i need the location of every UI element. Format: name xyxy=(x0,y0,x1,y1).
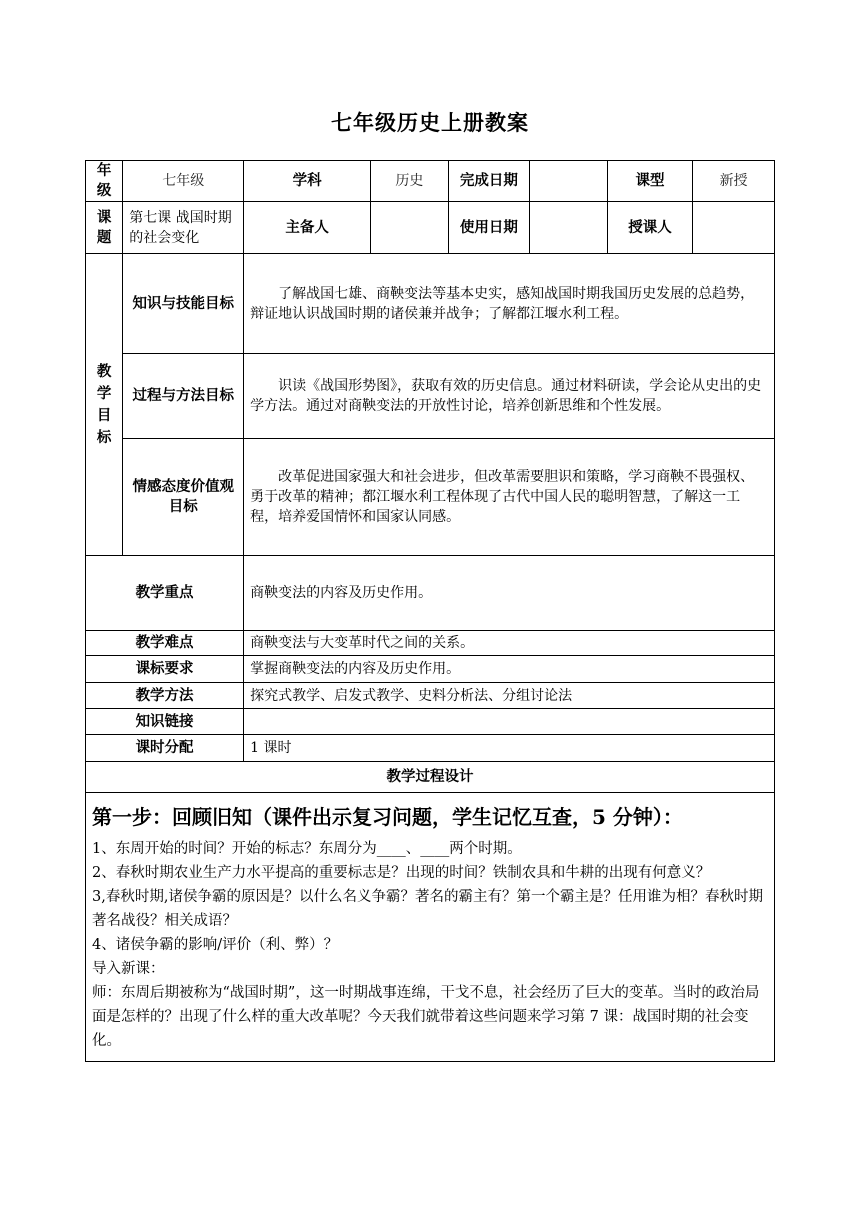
objective-row-knowledge xyxy=(86,254,775,354)
teacher-value xyxy=(693,202,775,254)
key-points-label: 教学重点 xyxy=(86,556,244,631)
use-date-label: 使用日期 xyxy=(448,202,530,254)
header-row-1 xyxy=(86,161,775,202)
completion-date-label: 完成日期 xyxy=(448,161,530,202)
objective-label-values: 情感态度价值观目标 xyxy=(123,439,244,556)
preparer-value xyxy=(371,202,449,254)
subject-label: 学科 xyxy=(244,161,371,202)
step1-heading: 第一步：回顾旧知（课件出示复习问题，学生记忆互查，5 分钟）： xyxy=(92,805,683,829)
process-title-row xyxy=(86,762,775,793)
process-title: 教学过程设计 xyxy=(86,762,775,793)
lesson-type-label: 课型 xyxy=(607,161,693,202)
standards-label: 课标要求 xyxy=(86,656,244,683)
info-row-knowledge-links xyxy=(86,709,775,735)
info-row-period-allocation xyxy=(86,735,775,762)
subject-value: 历史 xyxy=(371,161,449,202)
grade-label: 年级 xyxy=(86,161,123,202)
info-row-standards xyxy=(86,656,775,683)
period-allocation-label: 课时分配 xyxy=(86,735,244,762)
objective-label-process: 过程与方法目标 xyxy=(123,354,244,439)
teacher-label: 授课人 xyxy=(607,202,693,254)
step1-line: 导入新课： xyxy=(92,961,165,977)
use-date-value xyxy=(530,202,608,254)
lesson-plan-table xyxy=(85,160,775,1062)
topic-label: 课题 xyxy=(86,202,123,254)
objective-row-process xyxy=(86,354,775,439)
preparer-label: 主备人 xyxy=(244,202,371,254)
objective-text-values: 改革促进国家强大和社会进步，但改革需要胆识和策略，学习商鞅不畏强权、勇于改革的精神；都江堰水利工程体现了古代中国人民的聪明智慧，了解这一工程，培养爱国情怀和国家认同感。 xyxy=(244,439,775,556)
objective-label-knowledge: 知识与技能目标 xyxy=(123,254,244,354)
grade-value: 七年级 xyxy=(123,161,244,202)
knowledge-links-label: 知识链接 xyxy=(86,709,244,735)
difficulties-value: 商鞅变法与大变革时代之间的关系。 xyxy=(244,631,775,656)
difficulties-label: 教学难点 xyxy=(86,631,244,656)
topic-value: 第七课 战国时期的社会变化 xyxy=(123,202,244,254)
step1-line: 3,春秋时期,诸侯争霸的原因是？以什么名义争霸？著名的霸主有？第一个霸主是？任用谁为相？春秋时期著名战役？相关成语？ xyxy=(92,889,763,929)
step1-line: 2、春秋时期农业生产力水平提高的重要标志是？出现的时间？铁制农具和牛耕的出现有何意义？ xyxy=(92,865,711,881)
objective-row-values xyxy=(86,439,775,556)
step1-content xyxy=(86,793,775,1062)
objective-text-process: 识读《战国形势图》，获取有效的历史信息。通过材料研读，学会论从史出的史学方法。通过对商鞅变法的开放性讨论，培养创新思维和个性发展。 xyxy=(244,354,775,439)
key-points-value: 商鞅变法的内容及历史作用。 xyxy=(244,556,775,631)
standards-value: 掌握商鞅变法的内容及历史作用。 xyxy=(244,656,775,683)
objectives-group-label: 教 学 目 标 xyxy=(86,254,123,556)
info-row-difficulties xyxy=(86,631,775,656)
step1-line: 师：东周后期被称为“战国时期”，这一时期战事连绵，干戈不息，社会经历了巨大的变革。当时的政治局面是怎样的？出现了什么样的重大改革呢？今天我们就带着这些问题来学习第 7 课：战国时期的社会变化。 xyxy=(92,985,760,1049)
header-row-2 xyxy=(86,202,775,254)
info-row-methods xyxy=(86,683,775,709)
methods-label: 教学方法 xyxy=(86,683,244,709)
info-row-key-points xyxy=(86,556,775,631)
document-title: 七年级历史上册教案 xyxy=(331,111,529,135)
period-allocation-value: 1 课时 xyxy=(244,735,775,762)
objective-text-knowledge: 了解战国七雄、商鞅变法等基本史实，感知战国时期我国历史发展的总趋势，辩证地认识战国时期的诸侯兼并战争；了解都江堰水利工程。 xyxy=(244,254,775,354)
completion-date-value xyxy=(530,161,608,202)
step1-line: 4、诸侯争霸的影响/评价（利、弊）？ xyxy=(92,937,339,953)
step1-row xyxy=(86,793,775,1062)
methods-value: 探究式教学、启发式教学、史料分析法、分组讨论法 xyxy=(244,683,775,709)
step1-line: 1、东周开始的时间？开始的标志？东周分为____、____两个时期。 xyxy=(92,841,522,857)
lesson-type-value: 新授 xyxy=(693,161,775,202)
knowledge-links-value xyxy=(244,709,775,735)
